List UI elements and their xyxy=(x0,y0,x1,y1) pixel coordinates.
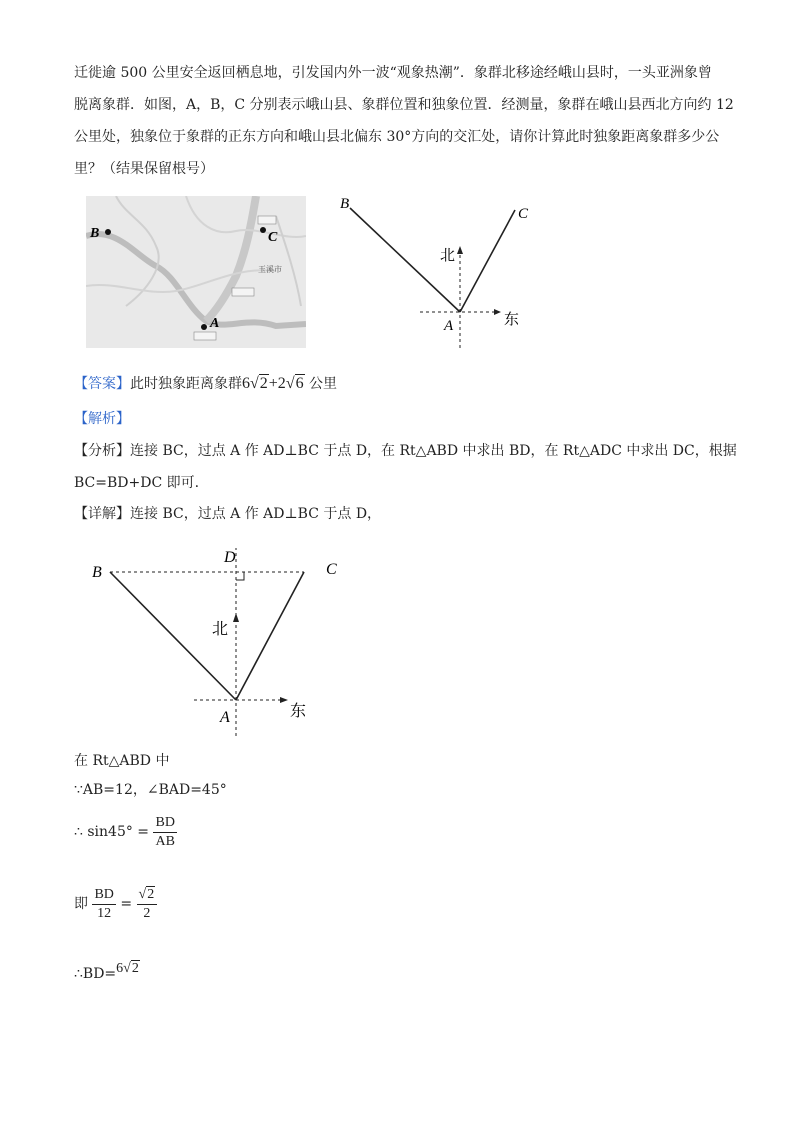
figure-1 xyxy=(330,190,540,352)
map-point-b xyxy=(105,229,111,235)
answer-tag: 【答案】 xyxy=(74,376,130,392)
answer-line xyxy=(74,369,337,399)
figure-2 xyxy=(86,540,356,740)
east-arrow-icon xyxy=(494,309,501,315)
fig1-label-c: C xyxy=(518,206,529,222)
problem-line-3: 公里处，独象位于象群的正东方向和峨山县北偏东 30°方向的交汇处，请你计算此时独象距离象群多少公 xyxy=(74,129,720,145)
fig1-label-north: 北 xyxy=(440,248,456,264)
fig2-label-b: B xyxy=(92,564,102,581)
map-label-a: A xyxy=(210,316,220,331)
answer-value: 6√2+2√6 xyxy=(242,375,304,392)
map-town-label: 玉溪市 xyxy=(258,265,282,274)
north-arrow-icon xyxy=(457,246,463,254)
problem-line-2: 脱离象群．如图，A，B，C 分别表示峨山县、象群位置和独象位置．经测量，象群在峨山县西北方向约 12 xyxy=(74,97,734,113)
step-3: ∴ sin45° = $\frac{BD}{AB}$ xyxy=(74,814,175,849)
segment-ac xyxy=(236,572,304,700)
map-point-a xyxy=(201,324,207,330)
fig2-label-a: A xyxy=(220,709,230,726)
map-label-c: C xyxy=(268,230,278,245)
fig2-label-c: C xyxy=(326,561,337,578)
analysis-tag: 【解析】 xyxy=(74,411,130,427)
fenxi-line-1: 【分析】连接 BC，过点 A 作 AD⊥BC 于点 D，在 Rt△ABD 中求出 BD，在 Rt△ADC 中求出 DC，根据 xyxy=(74,443,737,459)
fig1-label-b: B xyxy=(340,196,350,212)
fig1-label-a: A xyxy=(444,318,454,334)
problem-line-1: 迁徙逾 500 公里安全返回栖息地，引发国内外一波“观象热潮”．象群北移途经峨山县时，一头亚洲象曾 xyxy=(74,65,712,81)
problem-line-4: 里？（结果保留根号） xyxy=(74,161,214,177)
east-arrow-icon xyxy=(280,697,288,703)
right-angle-mark xyxy=(236,572,244,580)
map-label-b: B xyxy=(90,226,100,241)
fig2-label-north: 北 xyxy=(212,621,229,638)
fenxi-line-2: BC=BD+DC 即可. xyxy=(74,475,200,491)
segment-ac xyxy=(460,210,515,312)
map-point-c xyxy=(260,227,266,233)
answer-text: 此时独象距离象群 xyxy=(130,376,242,392)
fig2-label-east: 东 xyxy=(290,703,307,720)
step-4: 即 $\frac{BD}{12}$ = $\frac{√2}{2}$ xyxy=(74,884,157,924)
north-arrow-icon xyxy=(233,613,239,622)
fig2-label-d: D xyxy=(224,549,236,566)
step-5: ∴BD=6√2 xyxy=(74,961,139,982)
xiangjie-line: 【详解】连接 BC，过点 A 作 AD⊥BC 于点 D， xyxy=(74,506,382,522)
map-image xyxy=(86,196,306,348)
answer-unit: 公里 xyxy=(304,376,338,392)
step-2: ∵AB=12，∠BAD=45° xyxy=(74,782,227,798)
fig1-label-east: 东 xyxy=(504,312,520,328)
step-1: 在 Rt△ABD 中 xyxy=(74,753,170,769)
